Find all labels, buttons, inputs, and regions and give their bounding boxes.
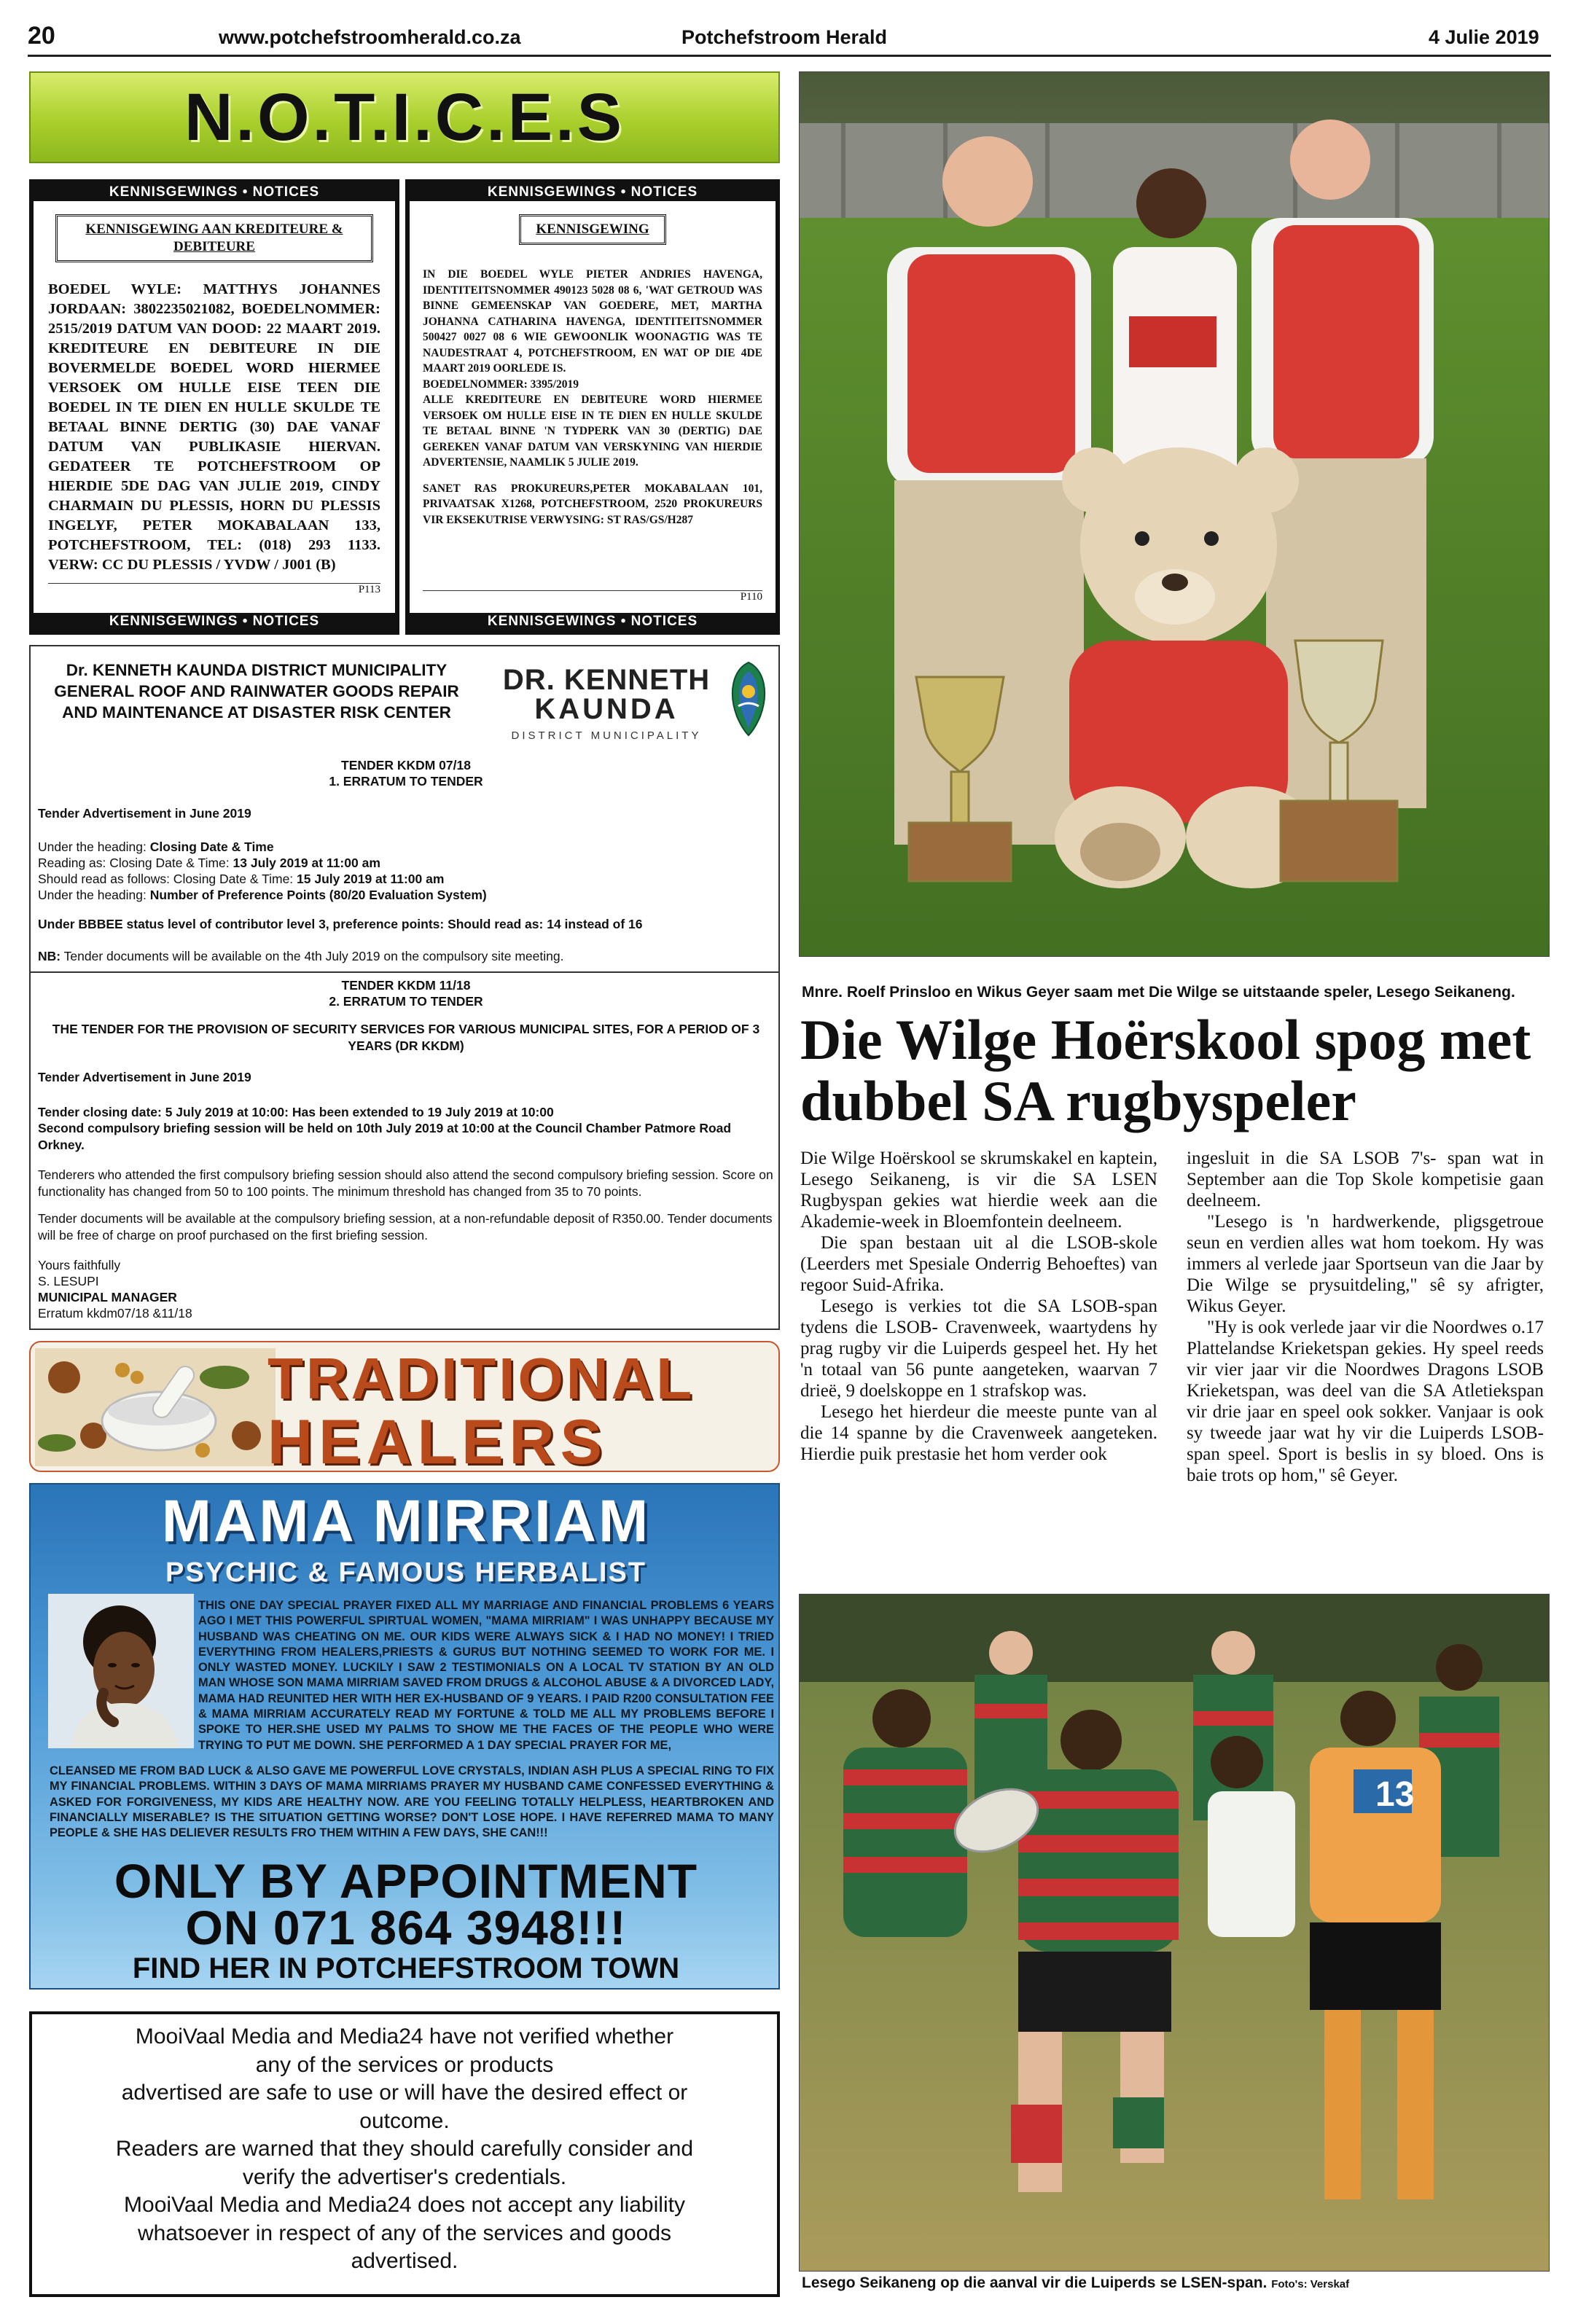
logo-sub: DISTRICT MUNICIPALITY xyxy=(511,729,702,742)
portrait-avatar xyxy=(48,1594,194,1748)
photo-caption-1: Mnre. Roelf Prinsloo en Wikus Geyer saam met Die Wilge se uitstaande speler, Lesego Seikaneng. xyxy=(802,984,1515,1001)
disclaimer-line: MooiVaal Media and Media24 does not accept any liability xyxy=(124,2193,685,2217)
disclaimer-line: any of the services or products xyxy=(255,2052,554,2077)
tender1-nb-text: Tender documents will be available on the 4th July 2019 on the compulsory site meeting. xyxy=(63,949,564,963)
article-column-2 xyxy=(1187,1148,1544,1486)
photo-credit: Foto's: Verskaf xyxy=(1271,2278,1350,2290)
article-column-1 xyxy=(800,1148,1157,1465)
tender2-erratum: 2. ERRATUM TO TENDER xyxy=(329,994,483,1009)
tender-divider xyxy=(31,971,778,973)
tender2-closing: Tender closing date: 5 July 2019 at 10:00: Has been extended to 19 July 2019 at 10:00 xyxy=(38,1105,554,1119)
tender1-line-1-label: Under the heading: xyxy=(38,840,147,854)
notice-strip-top: KENNISGEWINGS • NOTICES xyxy=(410,184,776,201)
testimonial-text-2: CLEANSED ME FROM BAD LUCK & ALSO GAVE ME POWERFUL LOVE CRYSTALS, INDIAN ASH PLUS A SPECIAL RING TO FIX MY FINANCIAL PROBLEMS. WITHIN 3 DAYS OF MAMA MIRRIAMS PRAYER MY HUSBAND CAME CONFESSED EVERYTHING & ASKED FOR FORGIVENESS, MY KIDS ARE HEALTHY NOW. ARE YOU FEELING TOTALLY HELPLESS, HEARTBROKEN AND FINANCIALLY MISERABLE? IS THE SITUATION GETTING WORSE? DON'T LOSE HOPE. I HAVE REFERRED MAMA TO MANY PEOPLE & SHE HAS DELIEVER RESULTS FRO THEM WITHIN A FEW DAYS, SHE CAN!!! xyxy=(50,1764,774,1840)
notice-creditors xyxy=(29,179,399,635)
notice-strip-bottom: KENNISGEWINGS • NOTICES xyxy=(410,613,776,630)
notice-estate xyxy=(405,179,780,635)
header-rule xyxy=(28,55,1551,57)
article-headline: Die Wilge Hoërskool spog met dubbel SA rugbyspeler xyxy=(800,1008,1531,1132)
notice-heading: KENNISGEWING xyxy=(519,214,666,245)
disclaimer-line: verify the advertiser's credentials. xyxy=(242,2164,567,2189)
disclaimer-line: advertised. xyxy=(351,2249,458,2273)
mama-mirriam-advert xyxy=(29,1483,780,1990)
notices-banner xyxy=(29,71,780,163)
notice-ref: P110 xyxy=(423,590,762,603)
tender-title: Dr. KENNETH KAUNDA DISTRICT MUNICIPALITY GENERAL ROOF AND RAINWATER GOODS REPAIR AND MAINTENANCE AT DISASTER RISK CENTER xyxy=(54,661,459,721)
notice-body-3: ALLE KREDITEURE EN DEBITEURE WORD HIERMEE VERSOEK OM HULLE EISE IN TE DIEN EN HULLE SKULDE TE BETAAL BINNE 'N TYDPERK VAN 30 (DERTIG) DAE GEREKEN VANAF DATUM VAN VERSKYNING VAN HIERDIE ADVERTENSIE, NAAMLIK 5 JULIE 2019. xyxy=(423,394,762,469)
tender1-nb-label: NB: xyxy=(38,949,61,963)
healers-word-1: TRADITIONAL xyxy=(267,1346,695,1411)
issue-date: 4 Julie 2019 xyxy=(1429,26,1539,48)
kkdm-logo xyxy=(486,665,727,742)
tender1-line-4-label: Under the heading: xyxy=(38,888,147,902)
sign-off-4: Erratum kkdm07/18 &11/18 xyxy=(38,1306,192,1321)
tender1-advert-date: Tender Advertisement in June 2019 xyxy=(38,806,251,821)
caption-2-text: Lesego Seikaneng op die aanval vir die Luiperds se LSEN-span. xyxy=(802,2274,1268,2291)
article-paragraph: Die Wilge Hoërskool se skrumskakel en kaptein, Lesego Seikaneng, is vir die SA LSEN Rugbyspan gekies wat hierdie week aan die Akademie-week in Bloemfontein deelneem. xyxy=(800,1149,1157,1232)
tender1-line-2-value: 13 July 2019 at 11:00 am xyxy=(233,856,380,870)
notices-banner-text: N.O.T.I.C.E.S xyxy=(184,79,625,154)
tender1-line-3 xyxy=(38,871,774,888)
notice-body-4: SANET RAS PROKUREURS,PETER MOKABALAAN 101, PRIVAATSAK X1268, POTCHEFSTROOM, 2520 PROKUREURS VIR EKSEKUTRISE VERWYSING: ST RAS/GS/H287 xyxy=(423,482,762,526)
page-number: 20 xyxy=(28,22,55,50)
tender1-nb xyxy=(38,948,774,965)
notice-body-1: IN DIE BOEDEL WYLE PIETER ANDRIES HAVENGA, IDENTITEITSNOMMER 490123 5028 08 6, 'WAT GETROUD WAS BINNE GEMEENSKAP VAN GOEDERE, MET, MARTHA JOHANNA CATHARINA HAVENGA, IDENTITEITSNOMMER 500427 0027 08 6 WIE GEWOONLIK WOONAGTIG WAS TE NAUDESTRAAT 4, POTCHEFSTROOM, EN WAT OP DIE 4DE MAART 2019 OORLEDE IS. xyxy=(423,268,762,375)
website-url[interactable]: www.potchefstroomherald.co.za xyxy=(219,26,521,48)
photo-rugby-action xyxy=(799,1594,1550,2272)
notice-strip-top: KENNISGEWINGS • NOTICES xyxy=(34,184,395,201)
tender1-line-2-label: Reading as: Closing Date & Time: xyxy=(38,856,230,870)
tender2-title: THE TENDER FOR THE PROVISION OF SECURITY SERVICES FOR VARIOUS MUNICIPAL SITES, FOR A PERIOD OF 3 YEARS (DR KKDM) xyxy=(52,1022,760,1053)
tender2-advert-date: Tender Advertisement in June 2019 xyxy=(38,1070,251,1084)
kkdm-emblem-icon xyxy=(727,660,770,737)
paper-name: Potchefstroom Herald xyxy=(681,26,888,48)
tender1-line-3-value: 15 July 2019 at 11:00 am xyxy=(297,872,445,886)
photo-team-trophies xyxy=(799,71,1550,957)
disclaimer-line: whatsoever in respect of any of the services and goods xyxy=(137,2221,672,2245)
article-paragraph: "Lesego is 'n hardwerkende, pligsgetroue seun en verdien alles wat hom toekom. Hy was immers al verlede jaar Sportseun van die Jaar by Die Wilge se prysuitdeling," sê sy afrigter, Wikus Geyer. xyxy=(1187,1212,1544,1316)
healers-word-2: HEALERS xyxy=(267,1407,608,1472)
article-paragraph: "Hy is ook verlede jaar vir die Noordwes o.17 Plattelandse Krieketspan gekies. Hy speel reeds vir vier jaar vir die Noordwes Dragons LSOB Krieketspan, was deel van die SA Atletiekspan vir drie jaar en speel ook sokker. Vanjaar is ook sy tweede jaar wat hy vir die Luiperds LSOB-span speel. Sport is beslis in sy bloed. Ons is baie trots op hom," sê Geyer. xyxy=(1187,1318,1544,1485)
logo-line-2: KAUNDA xyxy=(534,693,679,725)
tender2-para-1: Tenderers who attended the first compulsory briefing session should also attend the second compulsory briefing session. Score on functionality has changed from 50 to 100 points. The minimum threshold has changed from 35 to 70 points. xyxy=(38,1167,773,1199)
notice-strip-bottom: KENNISGEWINGS • NOTICES xyxy=(34,613,395,630)
sign-off-1: Yours faithfully xyxy=(38,1258,121,1272)
tender1-erratum: 1. ERRATUM TO TENDER xyxy=(329,774,483,789)
notice-heading: KENNISGEWING AAN KREDITEURE & DEBITEURE xyxy=(55,214,373,262)
tender1-line-2 xyxy=(38,855,774,872)
tender1-bbbee: Under BBBEE status level of contributor level 3, preference points: Should read as: 14 instead of 16 xyxy=(38,917,643,931)
tender2-briefing: Second compulsory briefing session will be held on 10th July 2019 at 10:00 at the Council Chamber Patmore Road Orkney. xyxy=(38,1121,732,1152)
tender2-para-2: Tender documents will be available at the compulsory briefing session, at a non-refundable deposit of R350.00. Tender documents will be free of charge on proof purchased on the first briefing session. xyxy=(38,1211,773,1243)
article-paragraph: Lesego het hierdeur die meeste punte van al die 14 spanne by die Cravenweek aangeteken. Hierdie puik prestasie het hom verder ook xyxy=(800,1402,1157,1464)
photo-caption-2 xyxy=(802,2274,1552,2292)
advert-name: MAMA MIRRIAM xyxy=(161,1488,651,1554)
notice-body: BOEDEL WYLE: MATTHYS JOHANNES JORDAAN: 3802235021082, BOEDELNOMMER: 2515/2019 DATUM VAN DOOD: 22 MAART 2019. KREDITEURE EN DEBITEURE IN DIE BOVERMELDE BOEDEL WORD HIERMEE VERSOEK OM HULLE EISE TEEN DIE BOEDEL IN TE DIEN EN HULLE SKULDE TE BETAAL BINNE DERTIG (30) DAE VANAF DATUM VAN PUBLIKASIE HIERVAN. GEDATEER TE POTCHEFSTROOM OP HIERDIE 5DE DAG VAN JULIE 2019, CINDY CHARMAIN DU PLESSIS, HORN DU PLESSIS INGELYF, PETER MOKABALAAN 133, POTCHEFSTROOM, TEL: (018) 293 1133. VERW: CC DU PLESSIS / YVDW / J001 (B) xyxy=(48,281,380,573)
article-paragraph: ingesluit in die SA LSOB 7's- span wat in September aan die Top Skole kompetisie gaan deelneem. xyxy=(1187,1149,1544,1210)
sign-off-3: MUNICIPAL MANAGER xyxy=(38,1290,177,1304)
traditional-healers-banner xyxy=(29,1341,780,1472)
herbs-mortar-icon xyxy=(35,1348,276,1466)
location-line: FIND HER IN POTCHEFSTROOM TOWN xyxy=(132,1952,680,1984)
sign-off-2: S. LESUPI xyxy=(38,1274,99,1288)
photo-team-trophies-image xyxy=(800,72,1550,957)
tender-advert xyxy=(29,645,780,1330)
article-paragraph: Die span bestaan uit al die LSOB-skole (Leerders met Spesiale Onderrig Behoeftes) van regoor Suid-Afrika. xyxy=(800,1233,1157,1295)
photo-rugby-action-image xyxy=(800,1595,1550,2272)
tender1-line-1-value: Closing Date & Time xyxy=(149,840,274,854)
tender1-number: TENDER KKDM 07/18 xyxy=(341,758,471,772)
article-paragraph: Lesego is verkies tot die SA LSOB-span tydens die LSOB- Cravenweek, waartydens hy prag rugby vir die Luiperds gespeel het. Hy het 'n totaal van 56 punte aangeteken, waarvan 7 drieë, 9 doelskoppe en 1 strafskop was. xyxy=(800,1296,1157,1401)
jersey-number: 13 xyxy=(1375,1775,1415,1814)
disclaimer-line: Readers are warned that they should carefully consider and xyxy=(115,2137,694,2161)
tender2-number: TENDER KKDM 11/18 xyxy=(341,978,471,993)
advert-subtitle: PSYCHIC & FAMOUS HERBALIST xyxy=(165,1557,647,1588)
testimonial-text: THIS ONE DAY SPECIAL PRAYER FIXED ALL MY MARRIAGE AND FINANCIAL PROBLEMS 6 YEARS AGO I MET THIS POWERFUL SPIRTUAL WOMEN, "MAMA MIRRIAM" I WAS UNHAPPY BECAUSE MY HUSBAND WAS CHEATING ON ME. OUR KIDS WERE ALWAYS SICK & I HAD NO MONEY! I TRIED EVERYTHING FROM HEALERS,PRIESTS & GURUS BUT NOTHING SEEMED TO WORK FOR ME. I ONLY WASTED MONEY. LUCKILY I SAW 2 TESTIMONIALS ON A LOCAL TV STATION BY AN OLD MAN WHOSE SON MAMA MIRRIAM SAVED FROM DRUGS & ALCOHOL ABUSE & A DIVORCED LADY, MAMA HAD REUNITED HER WITH HER EX-HUSBAND OF 9 YEARS. I PAID R200 CONSULTATION FEE & MAMA MIRRIAM ACCURATELY READ MY FORTUNE & TOLD ME ALL MY PROBLEMS BEFORE I SPOKE TO HER.SHE USED MY PALMS TO SHOW ME THE FACES OF THE PEOPLE WHO WERE TRYING TO PUT ME DOWN. SHE PERFORMED A 1 DAY SPECIAL PRAYER FOR ME, xyxy=(198,1599,774,1752)
appointment-line: ONLY BY APPOINTMENT xyxy=(114,1854,698,1908)
notice-ref: P113 xyxy=(48,583,380,596)
tender1-line-1 xyxy=(38,839,774,856)
tender1-line-4-value: Number of Preference Points (80/20 Evaluation System) xyxy=(149,888,487,902)
disclaimer-box xyxy=(29,2011,780,2297)
logo-line-1: DR. KENNETH xyxy=(502,664,711,696)
tender1-line-4 xyxy=(38,887,774,904)
disclaimer-line: advertised are safe to use or will have the desired effect or xyxy=(121,2081,688,2105)
notice-body-2: BOEDELNOMMER: 3395/2019 xyxy=(423,377,579,391)
phone-number[interactable]: ON 071 864 3948!!! xyxy=(185,1901,627,1955)
disclaimer-line: MooiVaal Media and Media24 have not verified whether xyxy=(135,2024,674,2049)
tender1-line-3-label: Should read as follows: Closing Date & Time: xyxy=(38,872,294,886)
disclaimer-line: outcome. xyxy=(359,2108,450,2133)
